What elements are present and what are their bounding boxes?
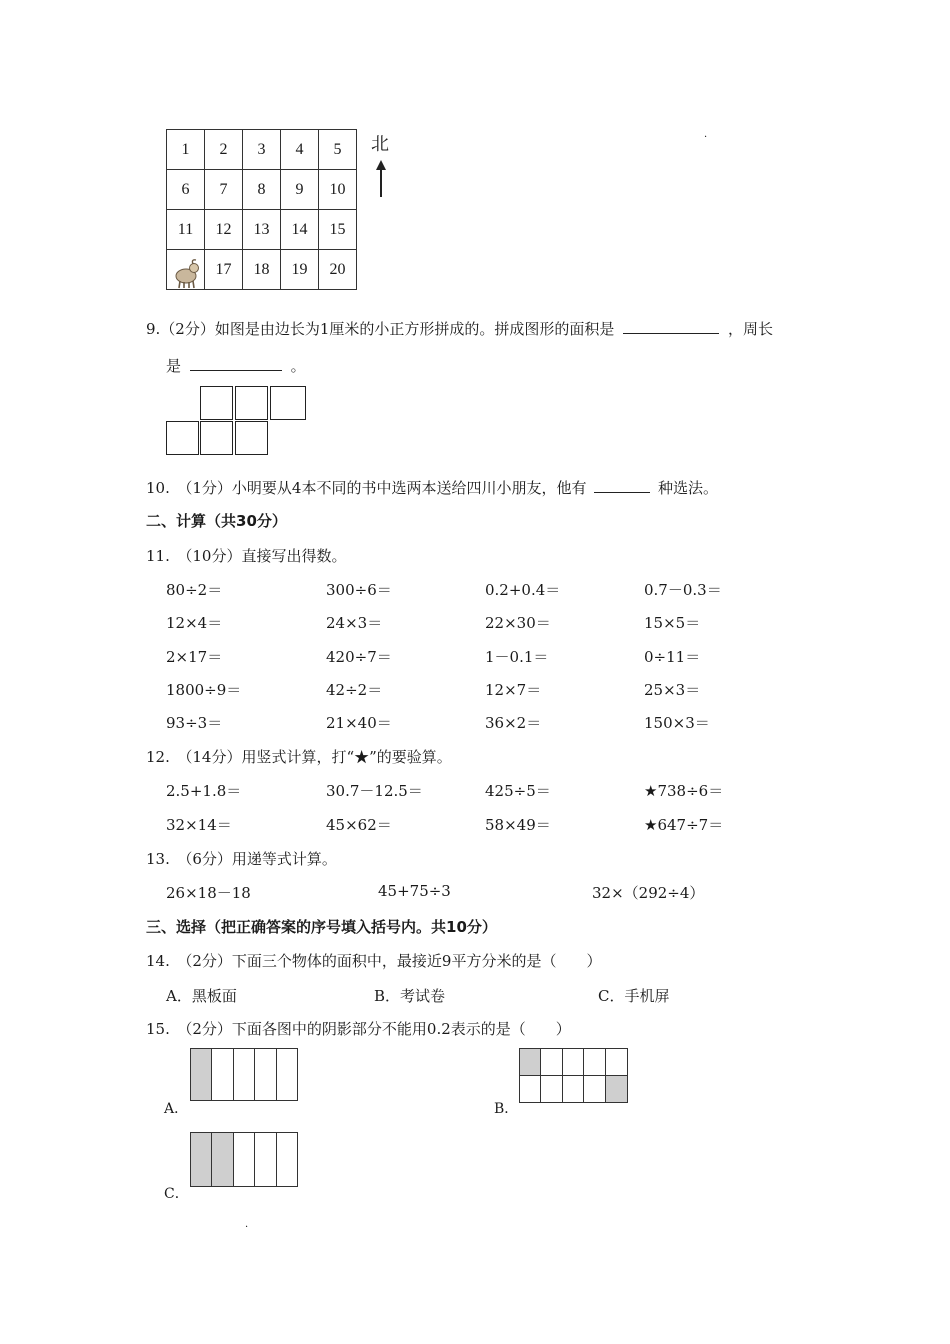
map-grid-cell: 3 [243, 130, 281, 170]
north-arrow-icon [374, 160, 388, 198]
q11-problem: 0.7－0.3＝ [644, 581, 722, 599]
q15-figure-a [190, 1048, 298, 1101]
q11-problem: 15×5＝ [644, 614, 701, 633]
map-grid-cell: 1 [167, 130, 205, 170]
q14-option-b[interactable]: B．考试卷 [374, 987, 446, 1005]
q11-problem: 12×7＝ [485, 680, 542, 699]
q12-problem: 32×14＝ [166, 816, 232, 834]
q15-figure-b [519, 1048, 628, 1103]
map-grid-cell: 12 [205, 210, 243, 250]
q14-option-a[interactable]: A．黑板面 [166, 987, 237, 1005]
map-grid-cell: 10 [319, 170, 357, 210]
map-grid-cell: 14 [281, 210, 319, 250]
q12-problem: 2.5+1.8＝ [166, 782, 242, 800]
q11-problem: 420÷7＝ [326, 647, 392, 666]
q9-perimeter-blank[interactable] [190, 356, 282, 371]
map-grid-cell: 11 [167, 210, 205, 250]
q15-option-a-label[interactable]: A． [164, 1101, 189, 1117]
q11-problem: 12×4＝ [166, 614, 223, 633]
north-label: 北 [371, 134, 389, 155]
map-grid-cell: 8 [243, 170, 281, 210]
q11-problem: 25×3＝ [644, 680, 701, 699]
stray-dot: · [704, 132, 708, 143]
q11-problem: 150×3＝ [644, 714, 710, 733]
q11-problem: 93÷3＝ [166, 714, 223, 733]
q9-line2: 是 。 [166, 357, 306, 375]
map-grid-row [167, 210, 357, 250]
q9-area-blank[interactable] [623, 319, 719, 334]
q12-title: 12. （14分）用竖式计算，打“★”的要验算。 [146, 748, 452, 766]
section-3-heading: 三、选择（把正确答案的序号填入括号内。共10分） [146, 918, 497, 936]
map-grid-cell: 2 [205, 130, 243, 170]
q11-title: 11. （10分）直接写出得数。 [146, 547, 347, 565]
map-grid-cell: 6 [167, 170, 205, 210]
map-grid-cell: 13 [243, 210, 281, 250]
map-grid-row [167, 130, 357, 170]
map-grid-row [167, 170, 357, 210]
q13-item-3: 32×（292÷4） [592, 884, 705, 902]
q11-problem: 36×2＝ [485, 714, 542, 733]
q12-problem: 58×49＝ [485, 816, 551, 834]
q12-problem: 425÷5＝ [485, 782, 551, 800]
q11-problem: 2×17＝ [166, 647, 223, 666]
q11-problem: 0÷11＝ [644, 647, 701, 666]
q10-text: 10. （1分）小明要从4本不同的书中选两本送给四川小朋友，他有 种选法。 [146, 479, 719, 497]
q11-problem: 21×40＝ [326, 714, 392, 733]
map-grid-cell: 5 [319, 130, 357, 170]
q13-title: 13. （6分）用递等式计算。 [146, 850, 337, 868]
map-grid-cell: 17 [205, 250, 243, 290]
map-grid-cell: 7 [205, 170, 243, 210]
q12-problem: 45×62＝ [326, 816, 392, 834]
map-grid-cell: 18 [243, 250, 281, 290]
map-grid-cell: 9 [281, 170, 319, 210]
q13-item-2: 45+75÷3 [378, 882, 451, 900]
q11-problem: 1－0.1＝ [485, 647, 549, 666]
q10-blank[interactable] [594, 478, 650, 493]
q12-problem: ★738÷6＝ [644, 782, 724, 800]
q11-problem: 1800÷9＝ [166, 680, 242, 699]
q13-item-1: 26×18－18 [166, 884, 251, 902]
q12-problem: ★647÷7＝ [644, 816, 724, 834]
q12-problem: 30.7－12.5＝ [326, 782, 423, 800]
map-grid-cell: 15 [319, 210, 357, 250]
q15-figure-c [190, 1132, 298, 1187]
q11-problem: 42÷2＝ [326, 680, 383, 699]
q11-problem: 24×3＝ [326, 614, 383, 633]
map-grid-cell: 20 [319, 250, 357, 290]
q15-option-b-label[interactable]: B． [494, 1101, 519, 1117]
q11-problem: 22×30＝ [485, 614, 551, 633]
q14-title: 14. （2分）下面三个物体的面积中，最接近9平方分米的是（ ） [146, 952, 602, 970]
q15-title: 15. （2分）下面各图中的阴影部分不能用0.2表示的是（ ） [146, 1020, 571, 1038]
section-2-heading: 二、计算（共30分） [146, 512, 287, 530]
q11-problem: 300÷6＝ [326, 581, 392, 599]
map-grid-cell: 4 [281, 130, 319, 170]
map-grid-cell: 19 [281, 250, 319, 290]
q11-problem: 0.2+0.4＝ [485, 581, 561, 599]
goat-icon [172, 258, 202, 290]
q15-option-c-label[interactable]: C． [164, 1186, 189, 1202]
q14-option-c[interactable]: C．手机屏 [598, 987, 670, 1005]
q11-problem: 80÷2＝ [166, 581, 223, 599]
q9-line1: 9.（2分）如图是由边长为1厘米的小正方形拼成的。拼成图形的面积是 ，周长 [146, 320, 773, 338]
stray-dot-bottom: · [245, 1222, 249, 1233]
